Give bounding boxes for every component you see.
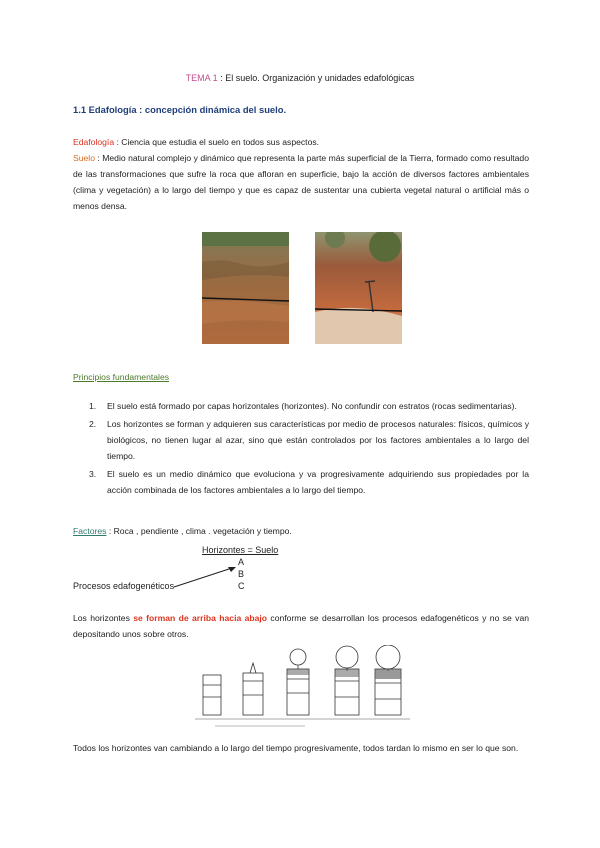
- title-tema: TEMA 1: [185, 73, 218, 83]
- factors-line: [73, 523, 292, 539]
- horizons-paragraph: Los horizontes se forman de arriba hacia abajo conforme se desarrollan los procesos edafogenéticos y no se van depositando unos sobre otros.: [73, 613, 530, 639]
- section-heading: 1.1 Edafología : concepción dinámica del suelo.: [73, 104, 287, 115]
- definition-edafologia: [73, 134, 529, 150]
- principles-list: [73, 398, 529, 500]
- principles-heading: Principios fundamentales: [73, 372, 170, 382]
- term-edafologia: Edafología: [73, 137, 115, 147]
- text-edafologia: : Ciencia que estudia el suelo en todos sus aspectos.: [114, 137, 320, 147]
- list-item: 1. El suelo está formado por capas horizontales (horizontes). No confundir con estratos (rocas sedimentarias).: [89, 401, 517, 411]
- soil-photo-2: [315, 232, 402, 344]
- soil-evolution-illustration: [195, 645, 410, 730]
- list-item: 3. El suelo es un medio dinámico que evoluciona y va progresivamente adquiriendo sus propiedades por la acción combinada de los factores ambientales a lo largo del tiempo.: [89, 469, 529, 495]
- diagram-horizon-c: C: [238, 581, 245, 591]
- title-rest: : El suelo. Organización y unidades edafológicas: [217, 73, 415, 83]
- term-suelo: Suelo: [73, 153, 95, 163]
- diagram-horizon-b: B: [238, 569, 245, 579]
- factors-term: Factores: [73, 526, 107, 536]
- diagram-header: Horizontes = Suelo: [202, 545, 279, 555]
- text-suelo: : Medio natural complejo y dinámico que representa la parte más superficial de la Tierra, formado como resultado de las transformaciones que sufre la roca que afloran en superficie, bajo la acción de diversos factores ambientales (clima y vegetación) a lo largo del tiempo y que es capaz de sustentar una cubierta vegetal natural o artificial más o menos densa.: [73, 153, 529, 211]
- document-title: [0, 73, 600, 83]
- diagram-horizon-a: A: [238, 557, 245, 567]
- soil-photo-1: [202, 232, 289, 344]
- highlight-text: se forman de arriba hacia abajo: [133, 613, 268, 623]
- diagram-process-label: Procesos edafogenéticos: [73, 581, 175, 591]
- list-item: 2. Los horizontes se forman y adquieren sus características por medio de procesos naturales: físicos, químicos y biológicos, no tienen lugar al azar, sino que están controlados por los factores ambientales a lo largo del tiempo.: [89, 419, 529, 461]
- definition-suelo: [73, 150, 529, 214]
- factors-text: : Roca , pendiente , clima . vegetación y tiempo.: [106, 526, 292, 536]
- closing-paragraph: Todos los horizontes van cambiando a lo largo del tiempo progresivamente, todos tardan lo mismo en ser lo que son.: [73, 743, 519, 753]
- diagram-arrow-icon: [172, 562, 245, 592]
